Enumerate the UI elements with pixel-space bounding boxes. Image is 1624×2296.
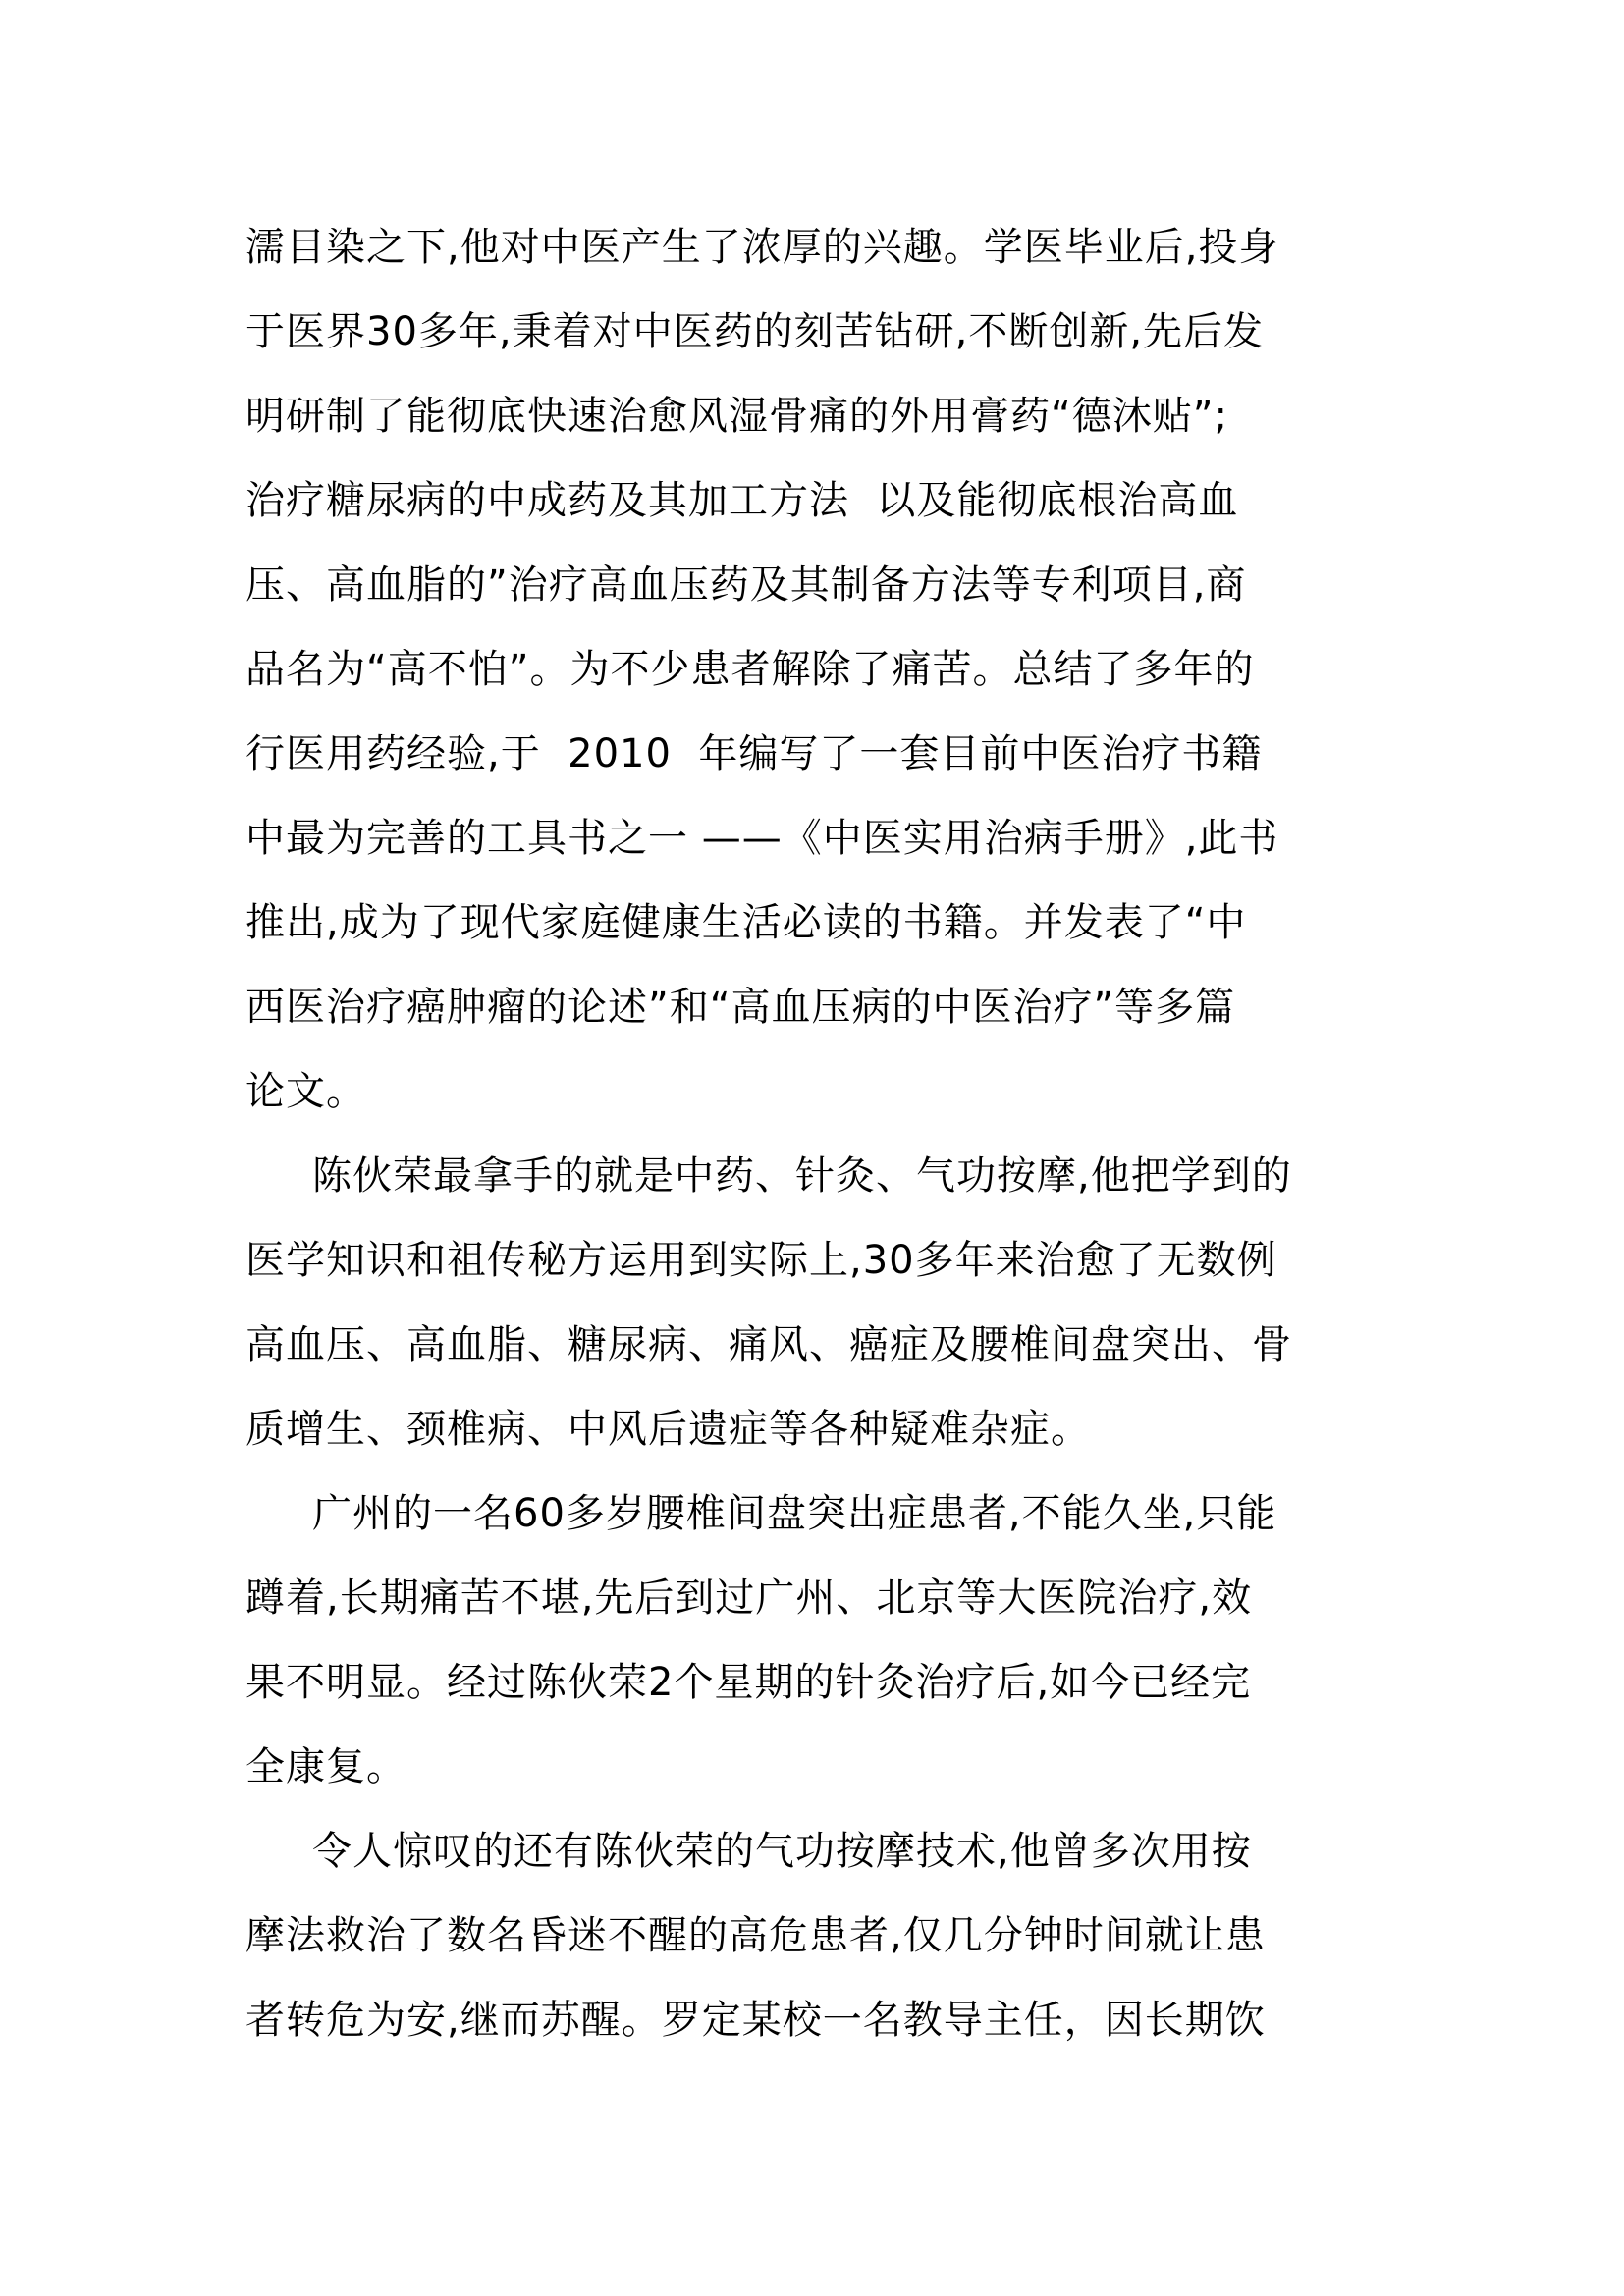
p1-line-1: 濡目染之下,他对中医产生了浓厚的兴趣。学医毕业后,投身 [245,225,1279,270]
p2-line-2: 医学知识和祖传秘方运用到实际上,30多年来治愈了无数例 [245,1238,1277,1283]
p1-line-9: 推出,成为了现代家庭健康生活必读的书籍。并发表了“中 [245,900,1247,945]
p1-line-2: 于医界30多年,秉着对中医药的刻苦钻研,不断创新,先后发 [245,309,1265,354]
p3-line-3: 果不明显。经过陈伙荣2个星期的针灸治疗后,如今已经完 [245,1660,1252,1705]
p1-line-10: 西医治疗癌肿瘤的论述”和“高血压病的中医治疗”等多篇 [245,985,1236,1030]
p4-line-3: 者转危为安,继而苏醒。罗定某校一名教导主任，因长期饮 [245,1998,1266,2043]
p2-line-4: 质增生、颈椎病、中风后遗症等各种疑难杂症。 [245,1407,1091,1452]
p4-line-2: 摩法救治了数名昏迷不醒的高危患者,仅几分钟时间就让患 [245,1913,1266,1958]
p4-line-1: 令人惊叹的还有陈伙荣的气功按摩技术,他曾多次用按 [312,1829,1252,1874]
p2-line-1: 陈伙荣最拿手的就是中药、针灸、气功按摩,他把学到的 [312,1153,1292,1199]
p1-line-8: 中最为完善的工具书之一 ——《中医实用治病手册》,此书 [245,816,1279,861]
p1-line-3: 明研制了能彻底快速治愈风湿骨痛的外用膏药“德沐贴”; [245,394,1228,439]
p1-line-11: 论文。 [245,1069,366,1114]
p1-line-4: 治疗糖尿病的中成药及其加工方法 以及能彻底根治高血 [245,478,1239,523]
p1-line-6: 品名为“高不怕”。为不少患者解除了痛苦。总结了多年的 [245,647,1255,692]
p1-line-5: 压、高血脂的”治疗高血压药及其制备方法等专利项目,商 [245,562,1247,608]
p1-line-7: 行医用药经验,于 2010 年编写了一套目前中医治疗书籍 [245,731,1263,776]
p3-line-1: 广州的一名60多岁腰椎间盘突出症患者,不能久坐,只能 [312,1491,1277,1536]
p3-line-4: 全康复。 [245,1744,406,1789]
p3-line-2: 蹲着,长期痛苦不堪,先后到过广州、北京等大医院治疗,效 [245,1575,1253,1621]
p2-line-3: 高血压、高血脂、糖尿病、痛风、癌症及腰椎间盘突出、骨 [245,1322,1292,1367]
